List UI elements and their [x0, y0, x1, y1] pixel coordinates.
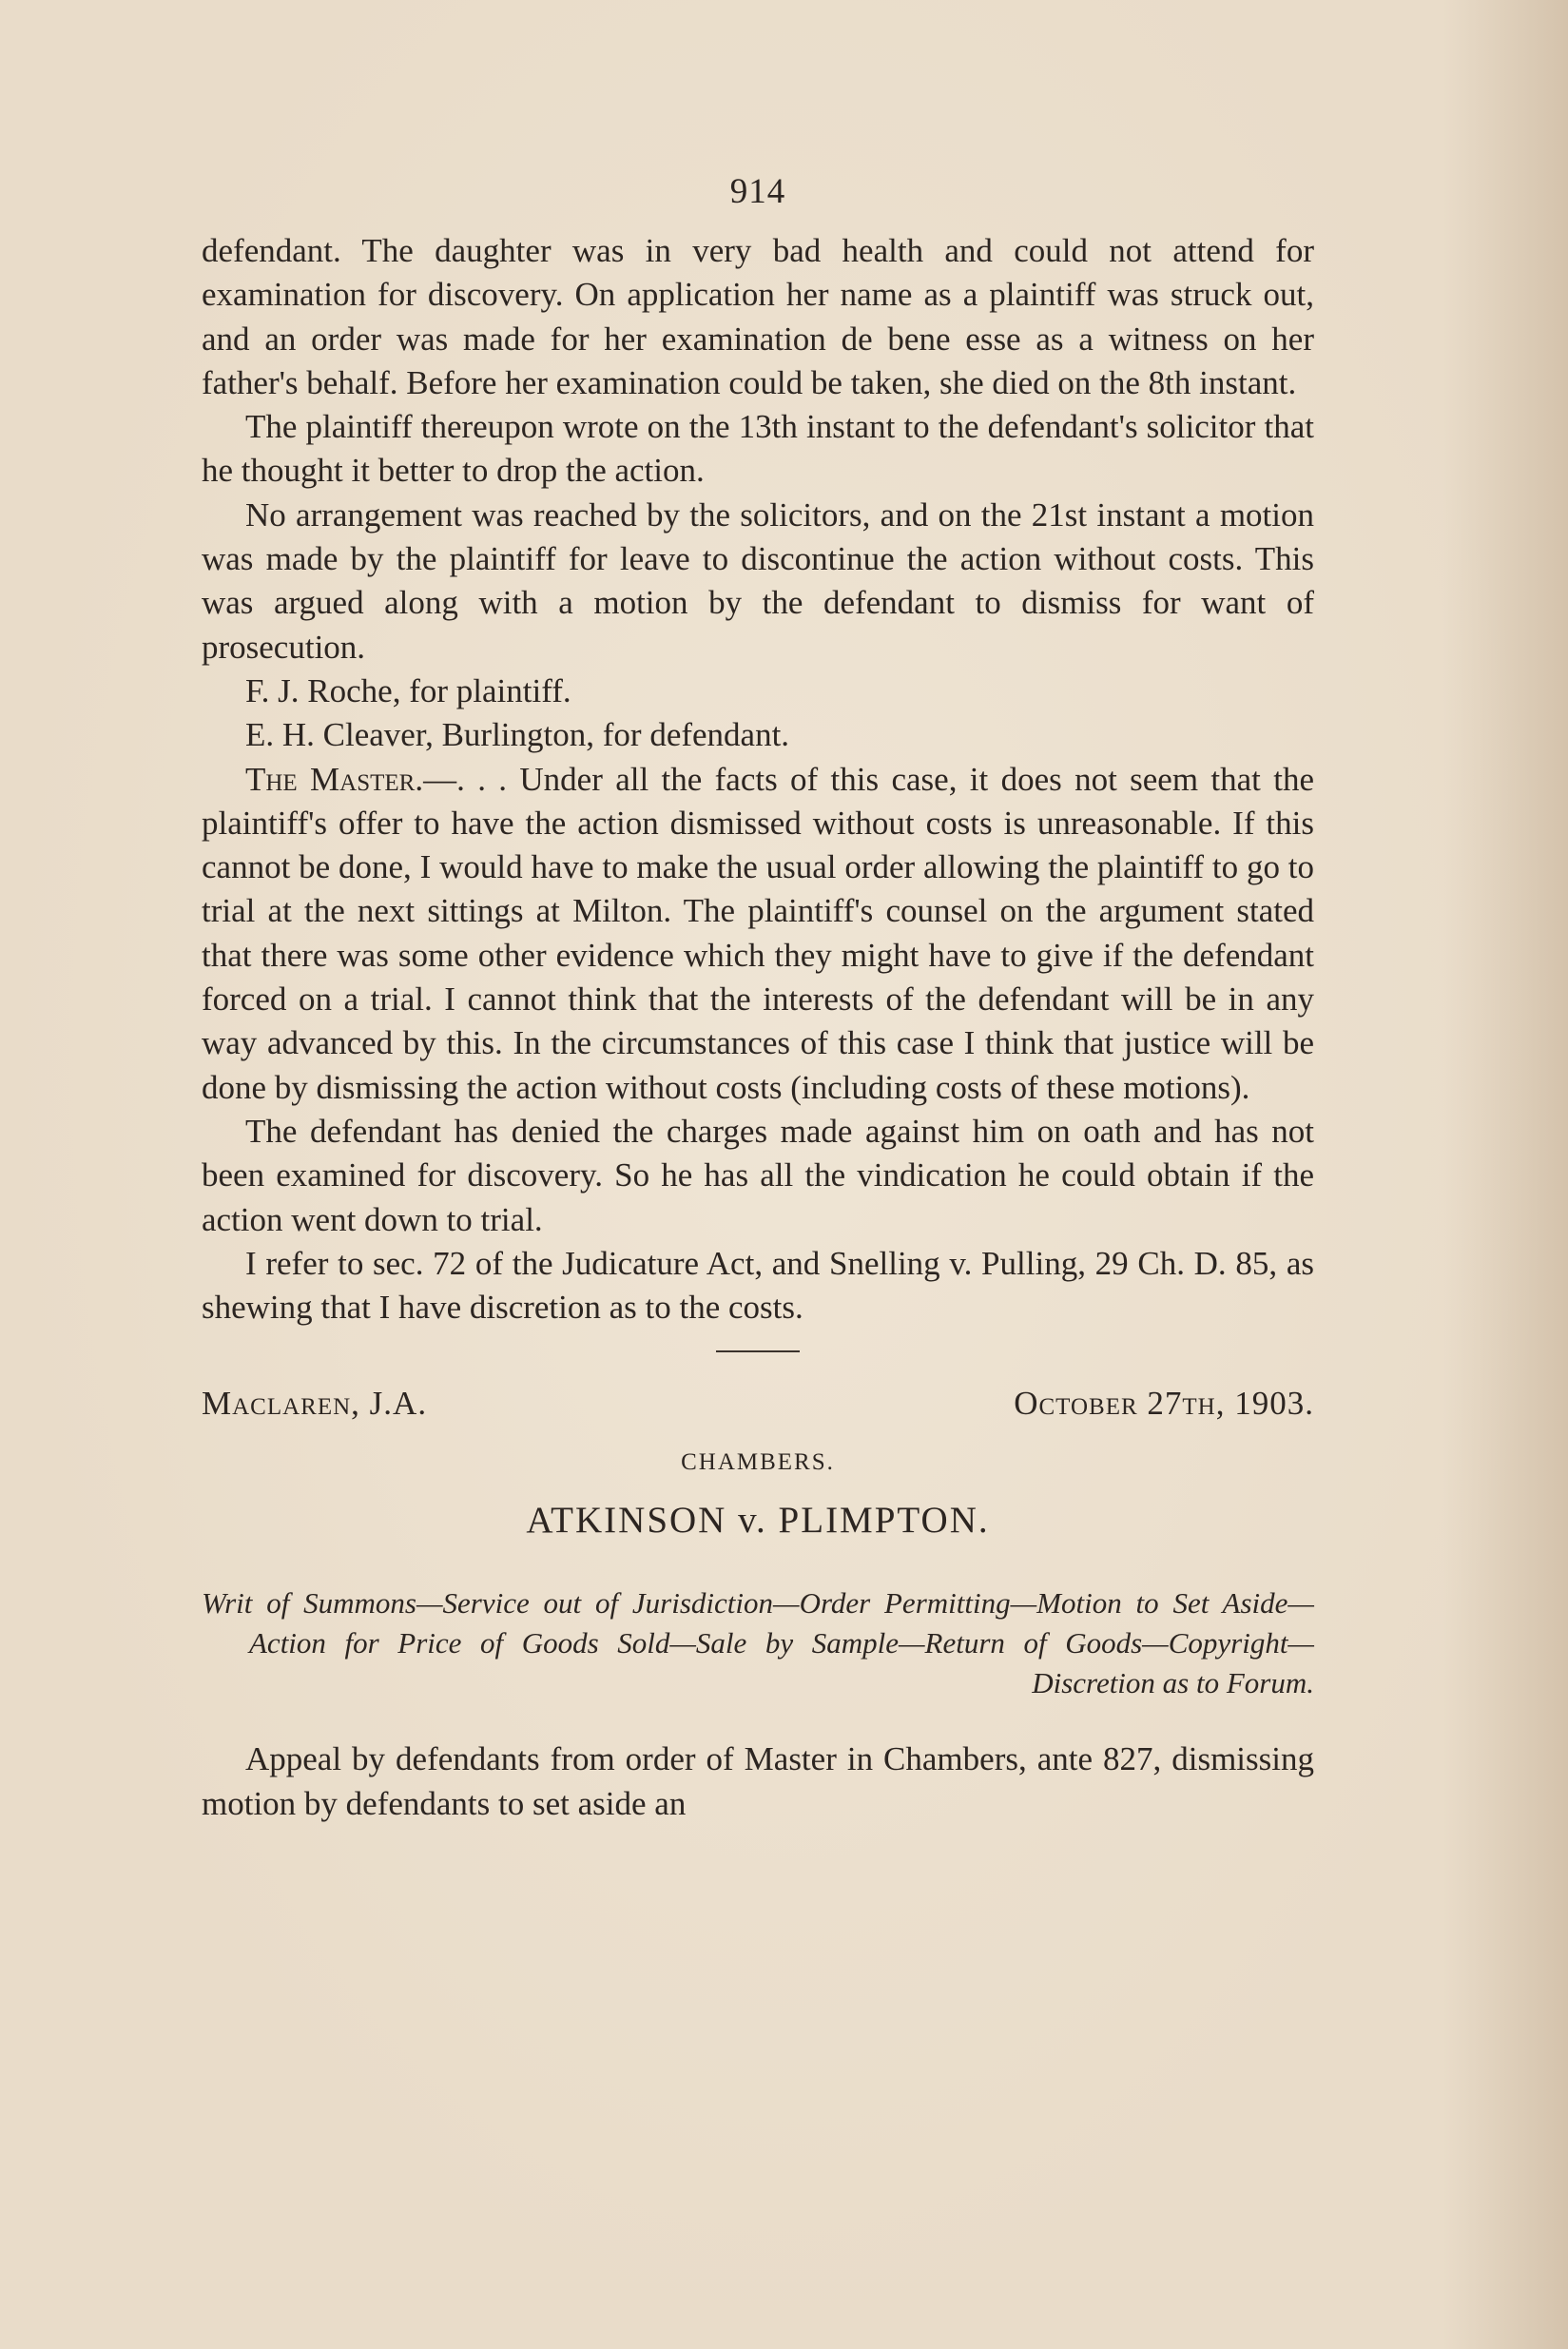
- master-text: —. . . Under all the facts of this case, it does not seem that the plaintiff's offer to have the action dismissed without costs is unreasonable. If this cannot be done, I would have to make the usual order allowing the plaintiff to go to trial at the next sittings at Milton. The plaintiff's counsel on the argument stated that there was some other evidence which they might have to give if the defendant forced on a trial. I cannot think that the interests of the defendant will be in any way advanced by this. In the circumstances of this case I think that justice will be done by dismissing the action without costs (including costs of these motions).: [202, 760, 1315, 1106]
- case-date: October 27th, 1903.: [1014, 1385, 1314, 1423]
- paragraph-2: The plaintiff thereupon wrote on the 13th instant to the defendant's solicitor that he thought it better to drop the action.: [202, 408, 1314, 490]
- case-headnote: Writ of Summons—Service out of Jurisdiction—Order Permitting—Motion to Set Aside—Action for Price of Goods Sold—Sale by Sample—Return of Goods—Copyright—Discretion as to Forum.: [202, 1586, 1314, 1700]
- judge-name: Maclaren, J.A.: [202, 1385, 428, 1423]
- closing-paragraph-2: I refer to sec. 72 of the Judicature Act, and Snelling v. Pulling, 29 Ch. D. 85, as shewing that I have discretion as to the costs.: [202, 1244, 1314, 1327]
- case-opening: Appeal by defendants from order of Master in Chambers, ante 827, dismissing motion by defendants to set aside an: [202, 1740, 1314, 1822]
- court-name: CHAMBERS.: [681, 1449, 835, 1476]
- page-number: 914: [729, 172, 786, 211]
- master-judgment: [202, 758, 1314, 1110]
- paragraph-1: defendant. The daughter was in very bad health and could not attend for examination for discovery. On application her name as a plaintiff was struck out, and an order was made for her examination de bene esse as a witness on her father's behalf. Before her examination could be taken, she died on the 8th instant.: [202, 232, 1314, 401]
- paragraph-3: No arrangement was reached by the solicitors, and on the 21st instant a motion was made by the plaintiff for leave to discontinue the action without costs. This was argued along with a motion by the defendant to dismiss for want of prosecution.: [202, 495, 1314, 666]
- case-title: ATKINSON v. PLIMPTON.: [526, 1500, 990, 1542]
- master-label: The Master.: [245, 760, 424, 798]
- section-divider: [716, 1350, 800, 1352]
- counsel-plaintiff: F. J. Roche, for plaintiff.: [245, 671, 571, 709]
- counsel-defendant: E. H. Cleaver, Burlington, for defendant.: [245, 716, 790, 754]
- closing-paragraph-1: The defendant has denied the charges made against him on oath and has not been examined for discovery. So he has all the vindication he could obtain if the action went down to trial.: [202, 1112, 1314, 1238]
- document-page: [202, 171, 1314, 1826]
- case-byline: [202, 1385, 1314, 1423]
